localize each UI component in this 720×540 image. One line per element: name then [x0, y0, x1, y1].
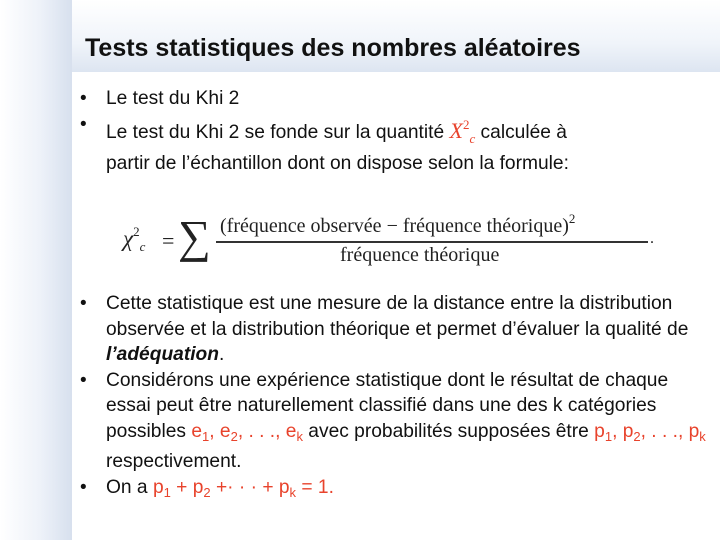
bullet-3-text: Cette statistique est une mesure de la distance entre la distribution observée et la distribution théorique et permet d’évaluer la qualité de — [106, 293, 689, 340]
bullet-list-top — [72, 86, 712, 177]
cat-sep: , e — [209, 420, 231, 442]
cat-sub: 2 — [230, 428, 238, 444]
cat-sub: k — [296, 428, 303, 444]
sum-plus: + p — [170, 476, 204, 498]
sum-sub: 2 — [203, 484, 211, 500]
formula-chi: χ — [123, 226, 134, 251]
bullet-dot: • — [80, 293, 87, 314]
formula-equals: = — [162, 228, 175, 253]
formula-lhs-sup: 2 — [133, 224, 140, 239]
cat-sep: , . . ., e — [237, 420, 297, 442]
bullet-5 — [72, 475, 712, 506]
bullet-4 — [72, 368, 712, 475]
prob-sub: 1 — [604, 428, 613, 444]
bullet-5-text: On a — [106, 476, 153, 498]
bullet-dot: • — [80, 113, 87, 135]
cat-sub: 1 — [202, 428, 210, 444]
bullet-2-line2: partir de l’échantillon dont on dispose selon la formule: — [106, 153, 569, 174]
formula-denominator: fréquence théorique — [340, 244, 500, 266]
bullet-3 — [72, 291, 712, 368]
slide-title: Tests statistiques des nombres aléatoires — [85, 34, 581, 62]
bullet-list-bottom — [72, 291, 712, 505]
bullet-dot: • — [80, 88, 87, 109]
prob-sub: 2 — [633, 428, 641, 444]
formula-period: . — [650, 230, 654, 247]
probability-sum — [153, 477, 334, 498]
category-list — [191, 421, 303, 442]
formula-numerator — [220, 211, 575, 238]
bullet-4-text-2: avec probabilités supposées être — [302, 420, 595, 442]
bullet-2 — [72, 112, 712, 177]
formula-fraction-bar — [216, 241, 648, 243]
bullet-dot: • — [80, 476, 87, 498]
sum-p: p — [152, 476, 164, 498]
bullet-2-text-end: calculée à — [475, 121, 567, 143]
bullet-1-text: Le test du Khi 2 — [106, 88, 240, 109]
formula-sum-sign: ∑ — [178, 211, 211, 262]
probability-list — [594, 421, 706, 442]
prob-p: p — [594, 420, 605, 442]
bullet-dot: • — [80, 369, 87, 391]
chi-symbol-sup: 2 — [462, 116, 470, 132]
bullet-1 — [72, 86, 712, 112]
left-decoration-band — [0, 0, 72, 540]
bullet-2-text: Le test du Khi 2 se fonde sur la quantité — [106, 121, 450, 143]
formula-numerator-text: (fréquence observée − fréquence théorique) — [220, 215, 569, 237]
prob-sep: , . . ., p — [640, 420, 700, 442]
sum-plus: +· · · + p — [210, 476, 290, 498]
bullet-3-emphasis: l’adéquation — [106, 344, 219, 365]
chi-square-symbol — [449, 116, 476, 146]
formula-numerator-power: 2 — [568, 211, 576, 226]
sum-sub: 1 — [163, 484, 171, 500]
prob-sep: , p — [612, 420, 634, 442]
formula-lhs — [123, 224, 145, 255]
chi-symbol-letter: X — [449, 117, 463, 143]
sum-sub: k — [289, 484, 297, 500]
chi-square-formula — [120, 206, 660, 272]
bullet-3-end: . — [219, 344, 225, 365]
prob-sub: k — [699, 428, 706, 444]
cat-e: e — [191, 420, 202, 442]
sum-end: = 1. — [296, 476, 334, 498]
formula-lhs-sub: c — [139, 239, 146, 254]
chi-symbol-sub: c — [469, 130, 476, 146]
bullet-4-text-1: Considérons une expérience statistique dont le résultat de chaque essai peut être naturellement classifié dans une des k catégories possibles — [106, 369, 669, 442]
bullet-4-text-3: respectivement. — [106, 451, 242, 472]
